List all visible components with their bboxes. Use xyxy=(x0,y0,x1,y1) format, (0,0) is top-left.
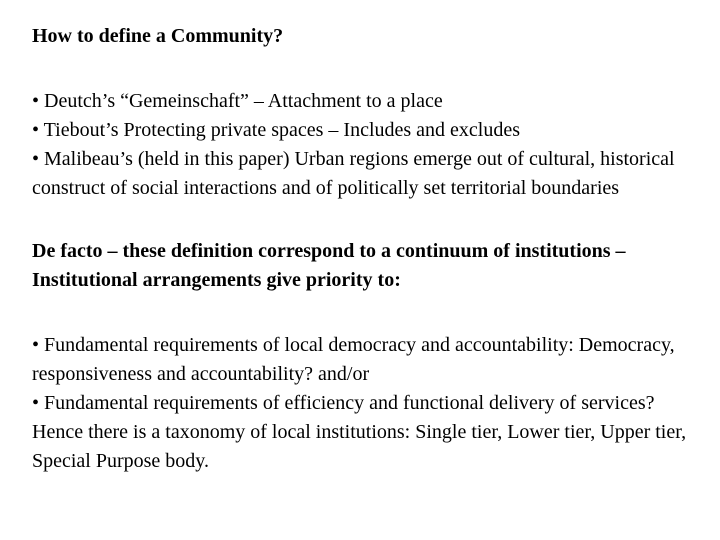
slide-content xyxy=(32,22,704,476)
definition-item-malibeau: • Malibeau’s (held in this paper) Urban regions emerge out of cultural, historical construct of social interactions and of politically set territorial boundaries xyxy=(32,148,675,199)
definitions-list xyxy=(32,87,704,203)
priority-item-democracy: • Fundamental requirements of local democracy and accountability: Democracy, responsiveness and accountability? and/or xyxy=(32,334,675,385)
priorities-list xyxy=(32,331,704,418)
slide-heading: How to define a Community? xyxy=(32,25,284,47)
definition-item-deutch: • Deutch’s “Gemeinschaft” – Attachment to a place xyxy=(32,90,443,112)
taxonomy-conclusion: Hence there is a taxonomy of local institutions: Single tier, Lower tier, Upper tier, Special Purpose body. xyxy=(32,421,687,472)
definition-item-tiebout: • Tiebout’s Protecting private spaces – Includes and excludes xyxy=(32,119,521,141)
priority-item-efficiency: • Fundamental requirements of efficiency and functional delivery of services? xyxy=(32,392,655,414)
de-facto-statement: De facto – these definition correspond to a continuum of institutions – Institutional arrangements give priority to: xyxy=(32,240,626,291)
